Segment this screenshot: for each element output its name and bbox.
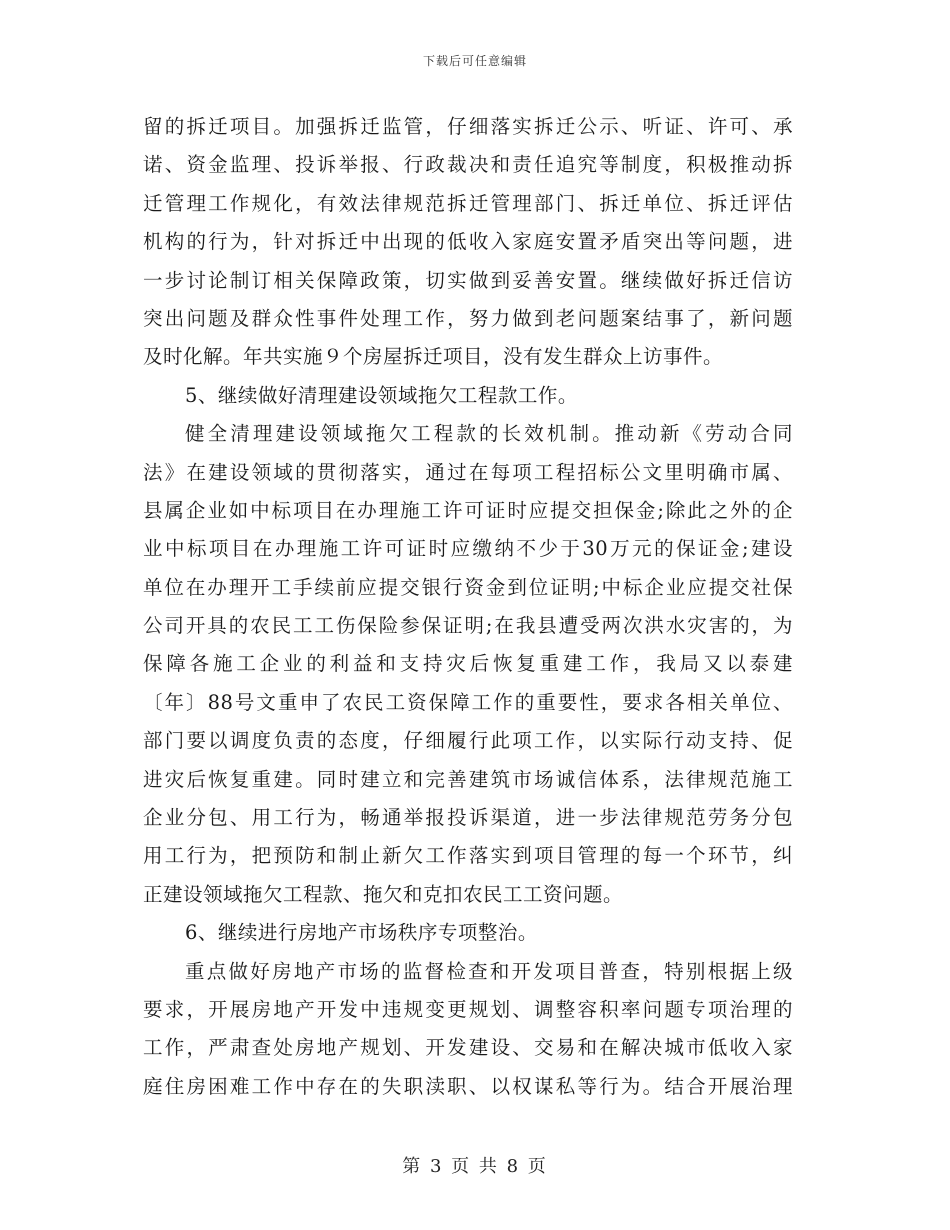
text-line: 及时化解。年共实施９个房屋拆迁项目，没有发生群众上访事件。 [143, 345, 724, 369]
text-line: 业中标项目在办理施工许可证时应缴纳不少于30万元的保证金;建设 [143, 537, 793, 561]
text-line: 诺、资金监理、投诉举报、行政裁决和责任追究等制度，积极推动拆 [143, 153, 793, 177]
text-line: 突出问题及群众性事件处理工作，努力做到老问题案结事了，新问题 [143, 306, 793, 330]
text-line: 〔年〕88号文重申了农民工资保障工作的重要性，要求各相关单位、 [143, 690, 793, 714]
text-line: 保障各施工企业的利益和支持灾后恢复重建工作，我局又以泰建 [143, 652, 793, 676]
text-line: 工作，严肃查处房地产规划、开发建设、交易和在解决城市低收入家 [143, 1036, 793, 1060]
section-heading-5: 5、继续做好清理建设领域拖欠工程款工作。 [185, 383, 578, 407]
text-line: 法》在建设领域的贯彻落实，通过在每项工程招标公文里明确市属、 [143, 460, 793, 484]
text-line: 部门要以调度负责的态度，仔细履行此项工作，以实际行动支持、促 [143, 729, 793, 753]
page-number: 第 3 页 共 8 页 [402, 1156, 548, 1177]
text-line: 单位在办理开工手续前应提交银行资金到位证明;中标企业应提交社保 [143, 575, 793, 599]
text-line: 迁管理工作规化，有效法律规范拆迁管理部门、拆迁单位、拆迁评估 [143, 191, 793, 215]
text-line: 要求，开展房地产开发中违规变更规划、调整容积率问题专项治理的 [143, 997, 793, 1021]
text-line: 留的拆迁项目。加强拆迁监管，仔细落实拆迁公示、听证、许可、承 [143, 115, 793, 138]
text-line: 一步讨论制订相关保障政策，切实做到妥善安置。继续做好拆迁信访 [143, 268, 793, 292]
text-line: 用工行为，把预防和制止新欠工作落实到项目管理的每一个环节，纠 [143, 844, 793, 868]
text-line: 正建设领域拖欠工程款、拖欠和克扣农民工工资问题。 [143, 882, 624, 906]
text-line: 公司开具的农民工工伤保险参保证明;在我县遭受两次洪水灾害的，为 [143, 614, 793, 638]
page-header: 下载后可任意编辑 [422, 54, 527, 68]
text-line: 企业分包、用工行为，畅通举报投诉渠道，进一步法律规范劳务分包 [143, 806, 793, 830]
text-line: 县属企业如中标项目在办理施工许可证时应提交担保金;除此之外的企 [143, 498, 793, 522]
document-body [143, 108, 793, 1106]
text-line: 机构的行为，针对拆迁中出现的低收入家庭安置矛盾突出等问题，进 [143, 230, 793, 254]
text-line: 健全清理建设领域拖欠工程款的长效机制。推动新《劳动合同 [185, 422, 793, 446]
text-line: 庭住房困难工作中存在的失职渎职、以权谋私等行为。结合开展治理 [143, 1074, 793, 1098]
text-line: 进灾后恢复重建。同时建立和完善建筑市场诚信体系，法律规范施工 [143, 767, 793, 791]
text-line: 重点做好房地产市场的监督检查和开发项目普查，特别根据上级 [185, 959, 793, 983]
section-heading-6: 6、继续进行房地产市场秩序专项整治。 [185, 921, 538, 945]
